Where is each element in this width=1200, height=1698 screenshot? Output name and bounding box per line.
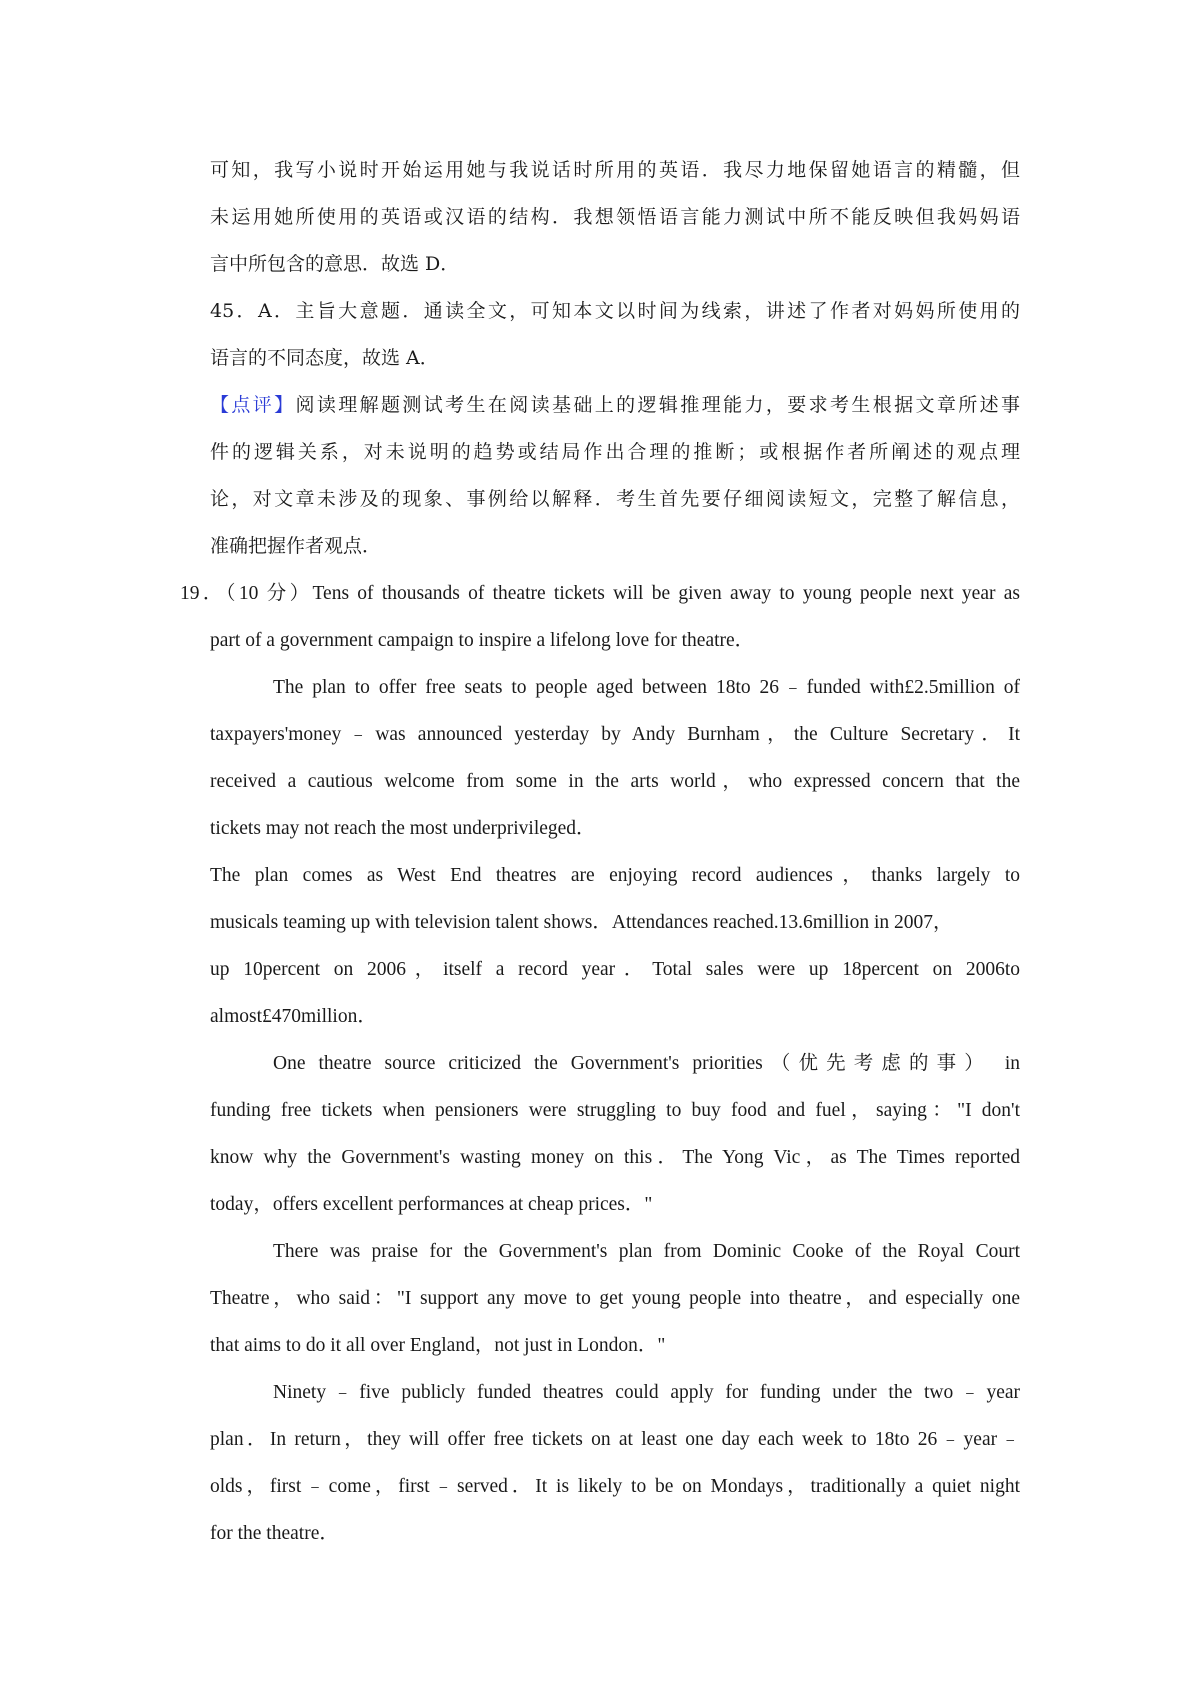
question-19-heading: 19．（10 分）Tens of thousands of theatre tickets will be given away to young people next year as xyxy=(180,583,1020,604)
passage-line: for the theatre． xyxy=(210,1523,339,1544)
answer-45-line: 语言的不同态度，故选 A． xyxy=(210,347,439,369)
passage-line: One theatre source criticized the Government's priorities（优先考虑的事） in xyxy=(273,1053,1020,1074)
explanation-line: 言中所包含的意思．故选 D． xyxy=(210,253,460,275)
comment-text: 阅读理解题测试考生在阅读基础上的逻辑推理能力，要求考生根据文章所述事 xyxy=(295,394,1020,416)
passage-line: up 10percent on 2006，itself a record year．Total sales were up 18percent on 2006to xyxy=(210,959,1020,980)
explanation-line: 可知，我写小说时开始运用她与我说话时所用的英语．我尽力地保留她语言的精髓，但 xyxy=(210,159,1020,181)
passage-line: received a cautious welcome from some in the arts world，who expressed concern that the xyxy=(210,771,1020,792)
answer-45-line: 45．A．主旨大意题．通读全文，可知本文以时间为线索，讲述了作者对妈妈所使用的 xyxy=(210,300,1020,322)
passage-line: There was praise for the Government's plan from Dominic Cooke of the Royal Court xyxy=(273,1241,1020,1262)
passage-line: taxpayers'money﹣was announced yesterday by Andy Burnham，the Culture Secretary．It xyxy=(210,724,1020,745)
passage-line: almost£470million． xyxy=(210,1006,377,1027)
passage-line: Theatre，who said："I support any move to get young people into theatre，and especially one xyxy=(210,1288,1020,1309)
comment-line: 件的逻辑关系，对未说明的趋势或结局作出合理的推断；或根据作者所阐述的观点理 xyxy=(210,441,1020,463)
passage-line: that aims to do it all over England，not just in London．" xyxy=(210,1335,666,1356)
passage-line: The plan comes as West End theatres are enjoying record audiences，thanks largely to xyxy=(210,865,1020,886)
passage-line: The plan to offer free seats to people aged between 18to 26﹣funded with£2.5million of xyxy=(273,677,1020,698)
passage-line: today，offers excellent performances at cheap prices．" xyxy=(210,1194,653,1215)
passage-line: part of a government campaign to inspire a lifelong love for theatre． xyxy=(210,630,755,651)
comment-line: 准确把握作者观点． xyxy=(210,535,382,557)
passage-line: tickets may not reach the most underprivileged． xyxy=(210,818,596,839)
comment-tag: 【点评】 xyxy=(210,394,296,416)
passage-line: plan．In return，they will offer free tickets on at least one day each week to 18to 26﹣year﹣ xyxy=(210,1429,1020,1450)
passage-line: know why the Government's wasting money on this．The Yong Vic，as The Times reported xyxy=(210,1147,1020,1168)
comment-line: 论，对文章未涉及的现象、事例给以解释．考生首先要仔细阅读短文，完整了解信息， xyxy=(210,488,1020,510)
passage-line: olds，first﹣come，first﹣served．It is likely to be on Mondays，traditionally a quiet night xyxy=(210,1476,1020,1497)
passage-line: Ninety﹣five publicly funded theatres could apply for funding under the two﹣year xyxy=(273,1382,1020,1403)
explanation-line: 未运用她所使用的英语或汉语的结构．我想领悟语言能力测试中所不能反映但我妈妈语 xyxy=(210,206,1020,228)
passage-line: funding free tickets when pensioners were struggling to buy food and fuel，saying："I don't xyxy=(210,1100,1020,1121)
comment-first-line xyxy=(210,391,1020,419)
passage-line: musicals teaming up with television talent shows．Attendances reached.13.6million in 2007， xyxy=(210,912,953,933)
